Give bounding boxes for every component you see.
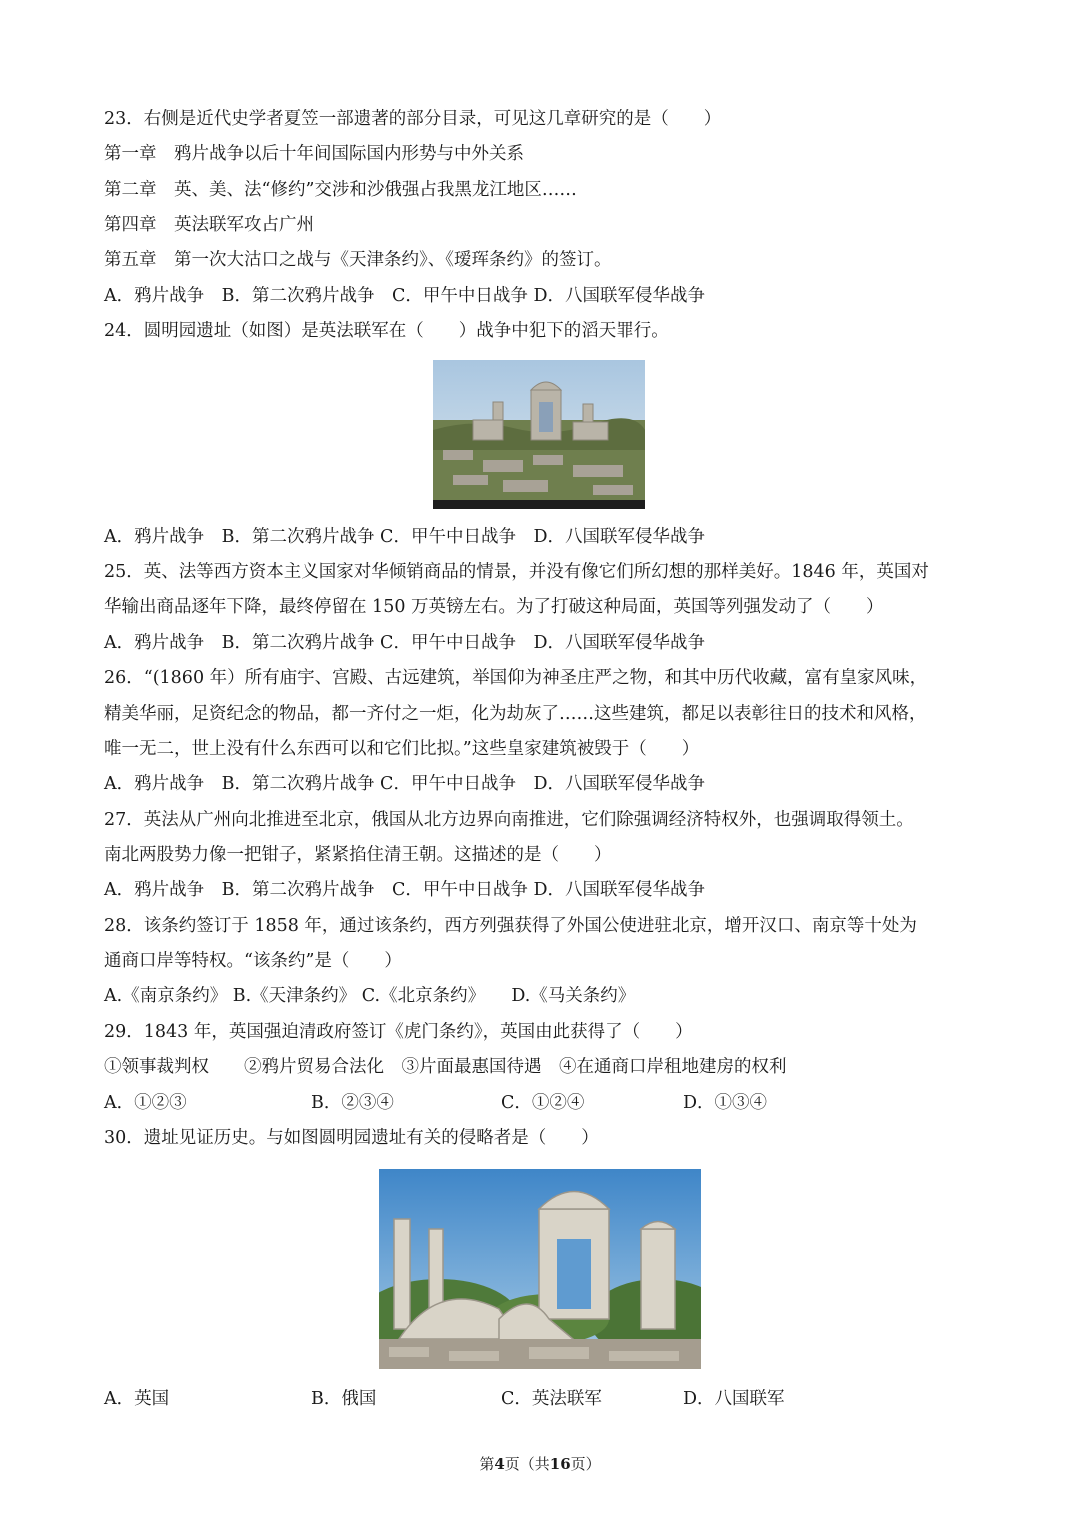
q23-chapter-4: 第四章 英法联军攻占广州 <box>104 215 314 235</box>
q30-option-c: C．英法联军 <box>501 1389 602 1409</box>
q30-option-a: A．英国 <box>104 1389 170 1409</box>
q30-stem: 30．遗址见证历史。与如图圆明园遗址有关的侵略者是（ ） <box>104 1128 599 1148</box>
q23-chapter-1: 第一章 鸦片战争以后十年间国际国内形势与中外关系 <box>104 144 524 164</box>
q27-options: A．鸦片战争 B．第二次鸦片战争 C．甲午中日战争 D．八国联军侵华战争 <box>104 880 705 900</box>
q28-stem-line-1: 28．该条约签订于 1858 年，通过该条约，西方列强获得了外国公使进驻北京，增开汉口、南京等十处为 <box>104 916 917 936</box>
q25-options: A．鸦片战争 B．第二次鸦片战争 C．甲午中日战争 D．八国联军侵华战争 <box>104 633 705 653</box>
q27-stem-line-1: 27．英法从广州向北推进至北京，俄国从北方边界向南推进，它们除强调经济特权外，也强调取得领土。 <box>104 810 914 830</box>
page-number-footer <box>0 1452 1080 1476</box>
yuanmingyuan-ruins-photo-large <box>379 1169 701 1369</box>
q30-option-d: D．八国联军 <box>683 1389 785 1409</box>
footer-prefix: 第 <box>479 1455 495 1473</box>
q23-options: A．鸦片战争 B．第二次鸦片战争 C．甲午中日战争 D．八国联军侵华战争 <box>104 286 705 306</box>
q27-stem-line-2: 南北两股势力像一把钳子，紧紧掐住清王朝。这描述的是（ ） <box>104 845 612 865</box>
q29-option-a: A．①②③ <box>104 1093 187 1113</box>
q23-chapter-5: 第五章 第一次大沽口之战与《天津条约》、《瑷珲条约》的签订。 <box>104 250 612 270</box>
q30-option-b: B．俄国 <box>311 1389 377 1409</box>
footer-total: 16 <box>549 1455 571 1473</box>
q26-options: A．鸦片战争 B．第二次鸦片战争 C．甲午中日战争 D．八国联军侵华战争 <box>104 774 705 794</box>
q24-options: A．鸦片战争 B．第二次鸦片战争 C．甲午中日战争 D．八国联军侵华战争 <box>104 527 705 547</box>
q25-stem-line-1: 25．英、法等西方资本主义国家对华倾销商品的情景，并没有像它们所幻想的那样美好。1846 年，英国对 <box>104 562 929 582</box>
q29-stem: 29．1843 年，英国强迫清政府签订《虎门条约》，英国由此获得了（ ） <box>104 1022 693 1042</box>
footer-middle: 页（共 <box>504 1455 550 1473</box>
q26-stem-line-3: 唯一无二，世上没有什么东西可以和它们比拟。”这些皇家建筑被毁于（ ） <box>104 739 700 759</box>
footer-page: 4 <box>494 1455 505 1473</box>
footer-suffix: 页） <box>570 1455 601 1473</box>
q25-stem-line-2: 华输出商品逐年下降，最终停留在 150 万英镑左右。为了打破这种局面，英国等列强发动了（ ） <box>104 597 884 617</box>
q28-stem-line-2: 通商口岸等特权。“该条约”是（ ） <box>104 951 402 971</box>
q28-options: A.《南京条约》 B.《天津条约》 C.《北京条约》 D.《马关条约》 <box>104 986 636 1006</box>
yuanmingyuan-ruins-photo-small <box>433 360 645 509</box>
q29-option-c: C．①②④ <box>501 1093 585 1113</box>
q23-chapter-2: 第二章 英、美、法“修约”交涉和沙俄强占我黑龙江地区…… <box>104 180 577 200</box>
q26-stem-line-1: 26．“(1860 年）所有庙宇、宫殿、古远建筑，举国仰为神圣庄严之物，和其中历代收藏，富有皇家风味， <box>104 668 928 688</box>
q23-stem: 23．右侧是近代史学者夏笠一部遗著的部分目录，可见这几章研究的是（ ） <box>104 109 722 129</box>
q29-option-d: D．①③④ <box>683 1093 768 1113</box>
q26-stem-line-2: 精美华丽，足资纪念的物品，都一齐付之一炬，化为劫灰了……这些建筑，都足以表彰往日的技术和风格， <box>104 704 927 724</box>
q29-option-b: B．②③④ <box>311 1093 394 1113</box>
q29-items: ①领事裁判权 ②鸦片贸易合法化 ③片面最惠国待遇 ④在通商口岸租地建房的权利 <box>104 1057 787 1077</box>
q24-stem: 24．圆明园遗址（如图）是英法联军在（ ）战争中犯下的滔天罪行。 <box>104 321 669 341</box>
